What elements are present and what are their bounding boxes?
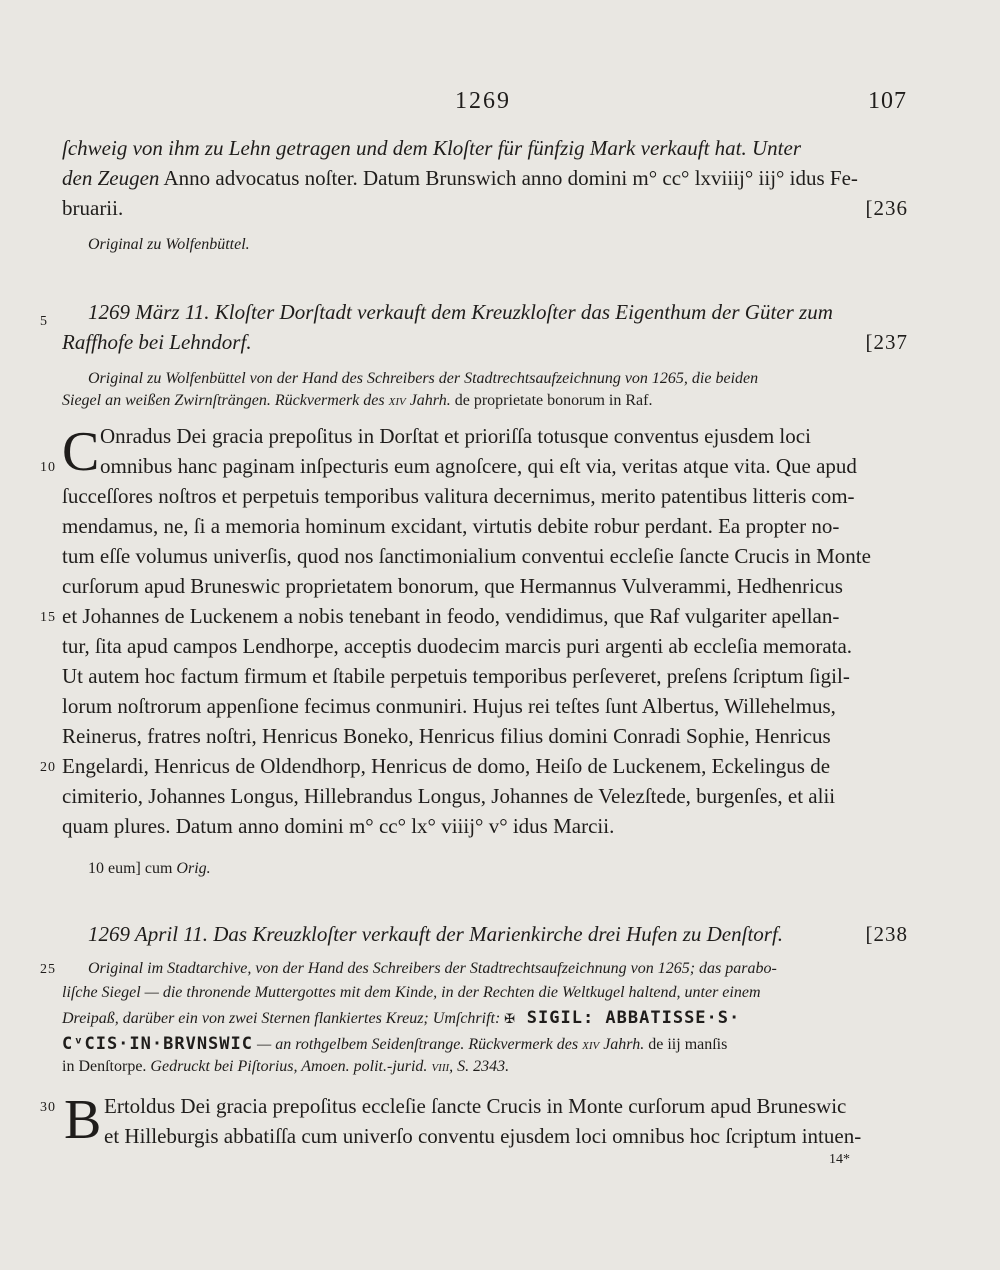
charter-238-line-2: et Hilleburgis abbatiſſa cum univerſo conventu ejusdem loci omnibus hoc ſcriptum intuen- [104,1124,862,1148]
entry-237-heading-2: Raffhofe bei Lehndorf. [62,330,252,354]
footnote-orig: Orig. [176,860,211,877]
entry-237-footnote [88,860,211,878]
entry-238-source-5 [62,1058,509,1076]
seal-legend-1: ✠ SIGIL: ABBATISSE·S· [504,1008,741,1028]
seal-legend-2: CᵛCIS·IN·BRVNSWIC [62,1034,253,1054]
charter-237-line-10: lorum noſtrorum appenſione fecimus conmuniri. Hujus rei teſtes ſunt Albertus, Willehelmus, [62,694,836,718]
running-head-year: 1269 [455,88,511,114]
entry-238-source-century: xiv [582,1036,600,1053]
entry-237-source-1: Original zu Wolfenbüttel von der Hand des Schreibers der Stadtrechtsaufzeichnung von 1265, die beiden [88,370,759,387]
line-number-30: 30 [40,1100,56,1115]
charter-237-line-5: tum eſſe volumus univerſis, quod nos ſanctimonialium conventui eccleſie ſancte Crucis in Monte [62,544,871,568]
entry-238-source-3a: Dreipaß, darüber ein von zwei Sternen flankiertes Kreuz; Umſchrift: [62,1010,501,1027]
charter-237-line-4: mendamus, ne, ſi a memoria hominum excidant, virtutis debite robur perdant. Ea propter no- [62,514,840,538]
entry-238-number: [238 [865,922,908,946]
charter-237-line-3: ſucceſſores noſtros et perpetuis temporibus valitura decernimus, merito patentibus litteris com- [62,484,855,508]
entry-238-source-4 [62,1034,727,1054]
entry-238-source-3 [62,1008,740,1028]
entry-238-source-5b: Gedruckt bei Piſtorius, Amoen. polit.-jurid. [150,1058,428,1075]
charter-237-line-7: et Johannes de Luckenem a nobis tenebant in feodo, vendidimus, que Raf vulgariter apellan- [62,604,840,628]
entry-236-line-2 [62,166,858,191]
entry-238-source-volume: viii [431,1058,450,1075]
entry-238-source-5a: in Denſtorpe. [62,1058,147,1075]
entry-238-source-4b: — an rothgelbem Seidenſtrange. Rückvermerk des [257,1036,579,1053]
charter-237-line-11: Reinerus, fratres noſtri, Henricus Boneko, Henricus filius domini Conradi Sophie, Henricus [62,724,831,748]
entry-237-source-jahrh: Jahrh. [409,392,451,409]
charter-237-line-6: curſorum apud Bruneswic proprietatem bonorum, que Hermannus Vulverammi, Hedhenricus [62,574,843,598]
entry-236-number: [236 [865,196,908,220]
entry-238-source-2: liſche Siegel — die thronende Muttergottes mit dem Kinde, in der Rechten die Weltkugel haltend, unter einem [62,984,761,1001]
entry-237-heading-1: 1269 März 11. Kloſter Dorſtadt verkauft dem Kreuzkloſter das Eigenthum der Güter zum [88,300,833,324]
line-number-25: 25 [40,962,56,977]
page-number: 107 [868,88,907,114]
line-number-20: 20 [40,760,56,775]
charter-237-line-9: Ut autem hoc factum firmum et ſtabile perpetuis temporibus perſeveret, preſens ſcriptum ſigil- [62,664,850,688]
line-number-15: 15 [40,610,56,625]
entry-237-source-2a: Siegel an weißen Zwirnſträngen. Rückvermerk des [62,392,385,409]
entry-238-source-1: Original im Stadtarchive, von der Hand des Schreibers der Stadtrechtsaufzeichnung von 1265; das parabo- [88,960,777,977]
entry-236-source-note: Original zu Wolfenbüttel. [88,236,250,253]
entry-237-source-century: xiv [388,392,406,409]
charter-237-line-13: cimiterio, Johannes Longus, Hillebrandus Longus, Johannes de Velezſtede, burgenſes, et alii [62,784,836,808]
charter-237-line-1: Onradus Dei gracia prepoſitus in Dorſtat et prioriſſa totusque conventus ejusdem loci [100,424,811,448]
charter-237-line-12: Engelardi, Henricus de Oldendhorp, Henricus de domo, Heiſo de Luckenem, Eckelingus de [62,754,831,778]
footnote-text: 10 eum] cum [88,860,173,877]
line-number-5: 5 [40,314,48,329]
entry-237-source-endorsement: de proprietate bonorum in Raf. [454,392,653,409]
charter-237-line-14: quam plures. Datum anno domini m° cc° lx° viiij° v° idus Marcii. [62,814,615,838]
entry-238-drop-cap: B [64,1089,102,1151]
entry-238-source-5d: , S. 2343. [449,1058,510,1075]
charter-238-line-1: Ertoldus Dei gracia prepoſitus eccleſie ſancte Crucis in Monte curſorum apud Bruneswic [104,1094,847,1118]
entry-238-source-endorsement: de iij manſis [648,1036,728,1053]
entry-237-source-2 [62,392,652,410]
entry-238-source-jahrh: Jahrh. [603,1036,645,1053]
charter-237-line-8: tur, ſita apud campos Lendhorpe, acceptis duodecim marcis puri argenti ab eccleſia memorata. [62,634,853,658]
entry-237-drop-cap: C [62,421,100,483]
entry-237-number: [237 [865,330,908,354]
entry-236-line-2-italic: den Zeugen [62,166,160,190]
entry-236-line-3: bruarii. [62,196,124,220]
entry-236-line-1: ſchweig von ihm zu Lehn getragen und dem Kloſter für fünfzig Mark verkauft hat. Unter [62,136,801,160]
entry-238-heading: 1269 April 11. Das Kreuzkloſter verkauft der Marienkirche drei Hufen zu Denſtorf. [88,922,784,946]
charter-237-line-2: omnibus hanc paginam inſpecturis eum agnoſcere, qui eſt via, veritas atque vita. Que apud [100,454,857,478]
line-number-10: 10 [40,460,56,475]
signature-mark: 14* [829,1152,850,1167]
entry-236-line-2-roman: Anno advocatus noſter. Datum Brunswich anno domini m° cc° lxviiij° iij° idus Fe- [163,166,858,190]
